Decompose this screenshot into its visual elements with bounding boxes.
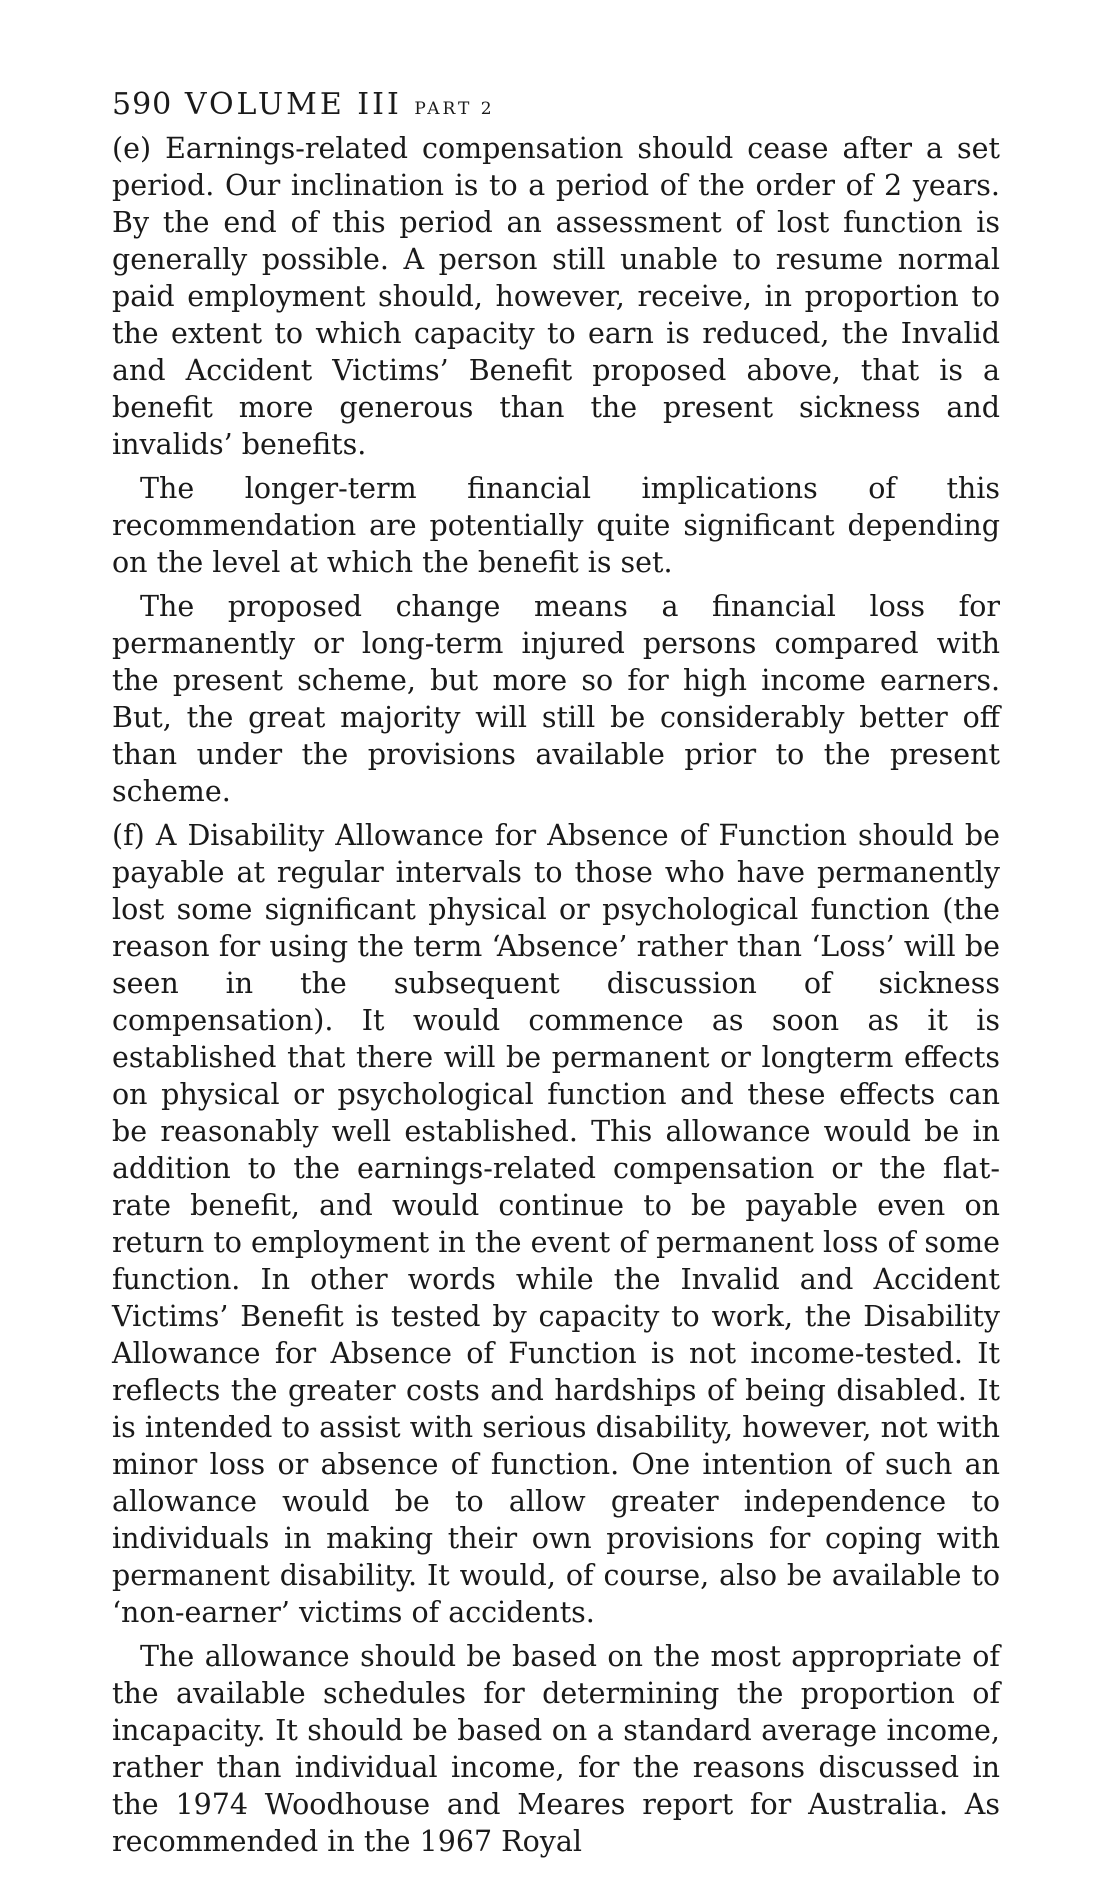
paragraph-text: The proposed change means a financial loss for permanently or long-term injured persons compared with the present scheme, but more so for high income earners. But, the great majority will still be considerably better off than under the provisions available prior to the present scheme. [112,590,1000,808]
paragraph-label: (f) [112,819,145,852]
paragraph-text: Earnings-related compensation should cease after a set period. Our inclination is to a period of the order of 2 years. By the end of this period an assessment of lost function is generally possible. A person still unable to resume normal paid employment should, however, receive, in proportion to the extent to which capacity to earn is reduced, the Invalid and Accident Victims’ Benefit proposed above, that is a benefit more generous than the present sickness and invalids’ benefits. [112,132,1000,461]
paragraph-text: A Disability Allowance for Absence of Function should be payable at regular intervals to those who have permanently lost some significant physical or psychological function (the reason for using the term ‘Absence’ rather than ‘Loss’ will be seen in the subsequent discussion of sickness compensation). It would commence as soon as it is established that there will be permanent or longterm effects on physical or psychological function and these effects can be reasonably well established. This allowance would be in addition to the earnings-related compensation or the flat-rate benefit, and would continue to be payable even on return to employment in the event of permanent loss of some function. In other words while the Invalid and Accident Victims’ Benefit is tested by capacity to work, the Disability Allowance for Absence of Function is not income-tested. It reflects the greater costs and hardships of being disabled. It is intended to assist with serious disability, however, not with minor loss or absence of function. One intention of such an allowance would be to allow greater independence to individuals in making their own provisions for coping with permanent disability. It would, of course, also be available to ‘non-earner’ victims of accidents. [112,819,1001,1629]
part-label: PART 2 [414,99,495,119]
paragraph-f [112,817,1000,1631]
paragraph-e [112,130,1000,463]
paragraph-financial-implications [112,470,1000,581]
page-number: 590 [112,87,173,122]
paragraph-text: The allowance should be based on the most appropriate of the available schedules for determining the proportion of incapacity. It should be based on a standard average income, rather than individual income, for the reasons discussed in the 1974 Woodhouse and Meares report for Australia. As recommended in the 1967 Royal [112,1640,1000,1858]
running-head [112,80,1000,130]
body-text [112,130,1000,1860]
paragraph-proposed-change [112,588,1000,810]
paragraph-allowance-basis [112,1638,1000,1860]
document-page [112,80,1000,1867]
volume-label: VOLUME III [184,87,402,122]
paragraph-label: (e) [112,132,152,165]
paragraph-text: The longer-term financial implications of this recommendation are potentially quite significant depending on the level at which the benefit is set. [112,472,1000,579]
